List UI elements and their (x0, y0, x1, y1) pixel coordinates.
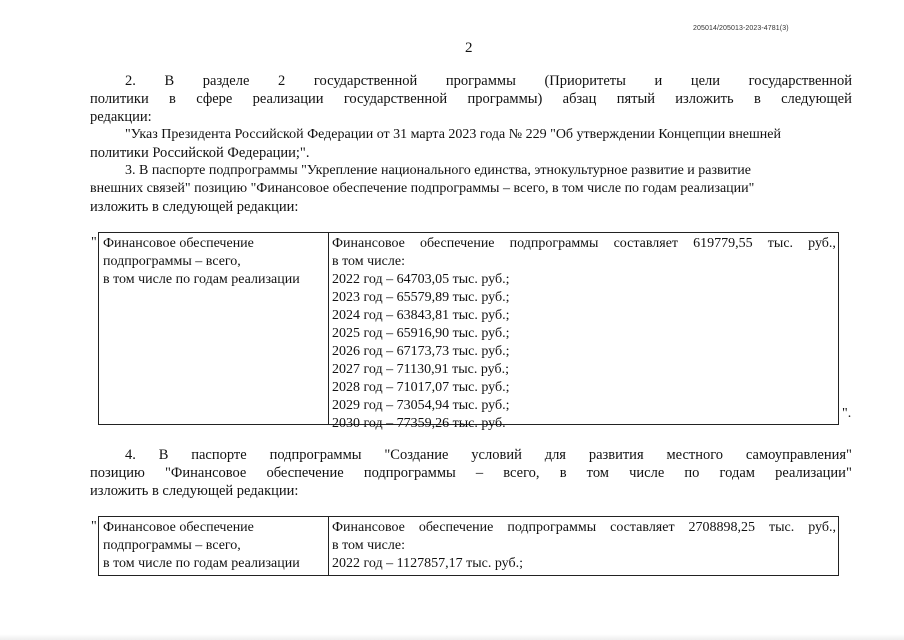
word: обеспечение (266, 465, 344, 481)
text-line: 2023 год – 65579,89 тыс. руб.; (332, 290, 510, 305)
word: изложить (675, 91, 734, 107)
text-line: 2029 год – 73054,94 тыс. руб.; (332, 398, 510, 413)
table1-close-quote: ". (842, 406, 852, 421)
text-line: 2025 год – 65916,90 тыс. руб.; (332, 326, 510, 341)
word: для (544, 447, 566, 463)
quote-line1: "Указ Президента Российской Федерации от 31 марта 2023 года № 229 "Об утверждении Концепции внешней (125, 127, 782, 142)
word: обеспечение (418, 520, 494, 535)
para3-line2: внешних связей" позицию "Финансовое обеспечение подпрограммы – всего, в том числе по годам реализации" (90, 181, 755, 196)
word: тыс. (767, 236, 794, 251)
text-line: 2030 год – 77359,26 тыс. руб. (332, 416, 506, 431)
para3-line3: изложить в следующей редакции: (90, 199, 299, 215)
word: цели (690, 73, 721, 89)
para4-line1 (125, 446, 852, 464)
table1-divider (328, 233, 329, 424)
word: руб., (808, 520, 836, 535)
word: абзац (562, 91, 597, 107)
word: 4. (125, 447, 136, 463)
word: руб., (808, 236, 836, 251)
word: самоуправления" (745, 447, 852, 463)
word: программы (445, 73, 516, 89)
word: "Создание (384, 447, 449, 463)
word: составляет (613, 236, 679, 251)
word: разделе (202, 73, 250, 89)
text-line: подпрограммы – всего, (103, 538, 241, 553)
text-line: 2026 год – 67173,73 тыс. руб.; (332, 344, 510, 359)
table1-open-quote: " (91, 235, 97, 250)
word: подпрограммы (363, 465, 456, 481)
word: политики (90, 91, 149, 107)
text-line: в том числе: (332, 254, 405, 269)
para4-line3: изложить в следующей редакции: (90, 483, 299, 499)
para2-line3: редакции: (90, 109, 152, 125)
word: реализации" (775, 465, 852, 481)
word: 619779,55 (693, 236, 753, 251)
word: подпрограммы (507, 520, 597, 535)
text-line (332, 519, 836, 537)
word: в (753, 91, 761, 107)
word: сфере (196, 91, 233, 107)
document-number: 205014/205013-2023-4781(3) (693, 25, 789, 32)
table2-open-quote: " (91, 519, 97, 534)
word: (Приоритеты (544, 73, 626, 89)
table2-divider (328, 517, 329, 575)
text-line: 2022 год – 64703,05 тыс. руб.; (332, 272, 510, 287)
para2-line2 (90, 90, 852, 108)
text-line: Финансовое обеспечение (103, 236, 254, 251)
word: числе (629, 465, 665, 481)
table1-left-cell (103, 235, 300, 289)
table2-left-cell (103, 519, 300, 573)
table2 (98, 516, 839, 576)
table1 (98, 232, 839, 431)
word: – (475, 465, 484, 481)
page-bottom-edge (0, 634, 904, 640)
word: условий (471, 447, 522, 463)
word: 2. (125, 73, 136, 89)
word: 2 (278, 73, 286, 89)
word: Финансовое (332, 520, 405, 535)
word: в (169, 91, 176, 107)
word: подпрограммы (509, 236, 599, 251)
table1-right-cell (332, 235, 836, 433)
word: развития (588, 447, 644, 463)
para4-line2 (90, 464, 852, 482)
text-line: Финансовое обеспечение (103, 520, 254, 535)
word: подпрограммы (269, 447, 362, 463)
word: и (654, 73, 663, 89)
word: том (586, 465, 609, 481)
word: пятый (616, 91, 655, 107)
para3-line1: 3. В паспорте подпрограммы "Укрепление национального единства, этнокультурное развитие и развитие (125, 163, 751, 178)
text-line: в том числе по годам реализации (103, 556, 300, 571)
text-line: 2022 год – 1127857,17 тыс. руб.; (332, 556, 523, 571)
word: государственной (313, 73, 418, 89)
text-line: подпрограммы – всего, (103, 254, 241, 269)
word: составляет (610, 520, 675, 535)
word: государственной (343, 91, 448, 107)
word: годам (719, 465, 755, 481)
quote-line2: политики Российской Федерации;". (90, 145, 310, 161)
text-line: в том числе по годам реализации (103, 272, 300, 287)
word: в (559, 465, 567, 481)
word: обеспечение (420, 236, 495, 251)
text-line (332, 235, 836, 253)
text-line: 2027 год – 71130,91 тыс. руб.; (332, 362, 509, 377)
page-number: 2 (465, 40, 473, 56)
word: позицию (90, 465, 145, 481)
word: программы) (467, 91, 543, 107)
word: реализации (252, 91, 324, 107)
word: всего, (503, 465, 540, 481)
word: 2708898,25 (688, 520, 756, 535)
word: В (158, 447, 169, 463)
text-line: 2028 год – 71017,07 тыс. руб.; (332, 380, 510, 395)
word: "Финансовое (164, 465, 247, 481)
text-line: в том числе: (332, 538, 405, 553)
word: следующей (781, 91, 852, 107)
word: Финансовое (332, 236, 405, 251)
word: местного (666, 447, 724, 463)
word: тыс. (769, 520, 795, 535)
table2-right-cell (332, 519, 836, 573)
word: государственной (748, 73, 852, 89)
word: паспорте (191, 447, 247, 463)
text-line: 2024 год – 63843,81 тыс. руб.; (332, 308, 510, 323)
word: В (164, 73, 175, 89)
para2-line1 (125, 72, 852, 90)
word: по (684, 465, 700, 481)
